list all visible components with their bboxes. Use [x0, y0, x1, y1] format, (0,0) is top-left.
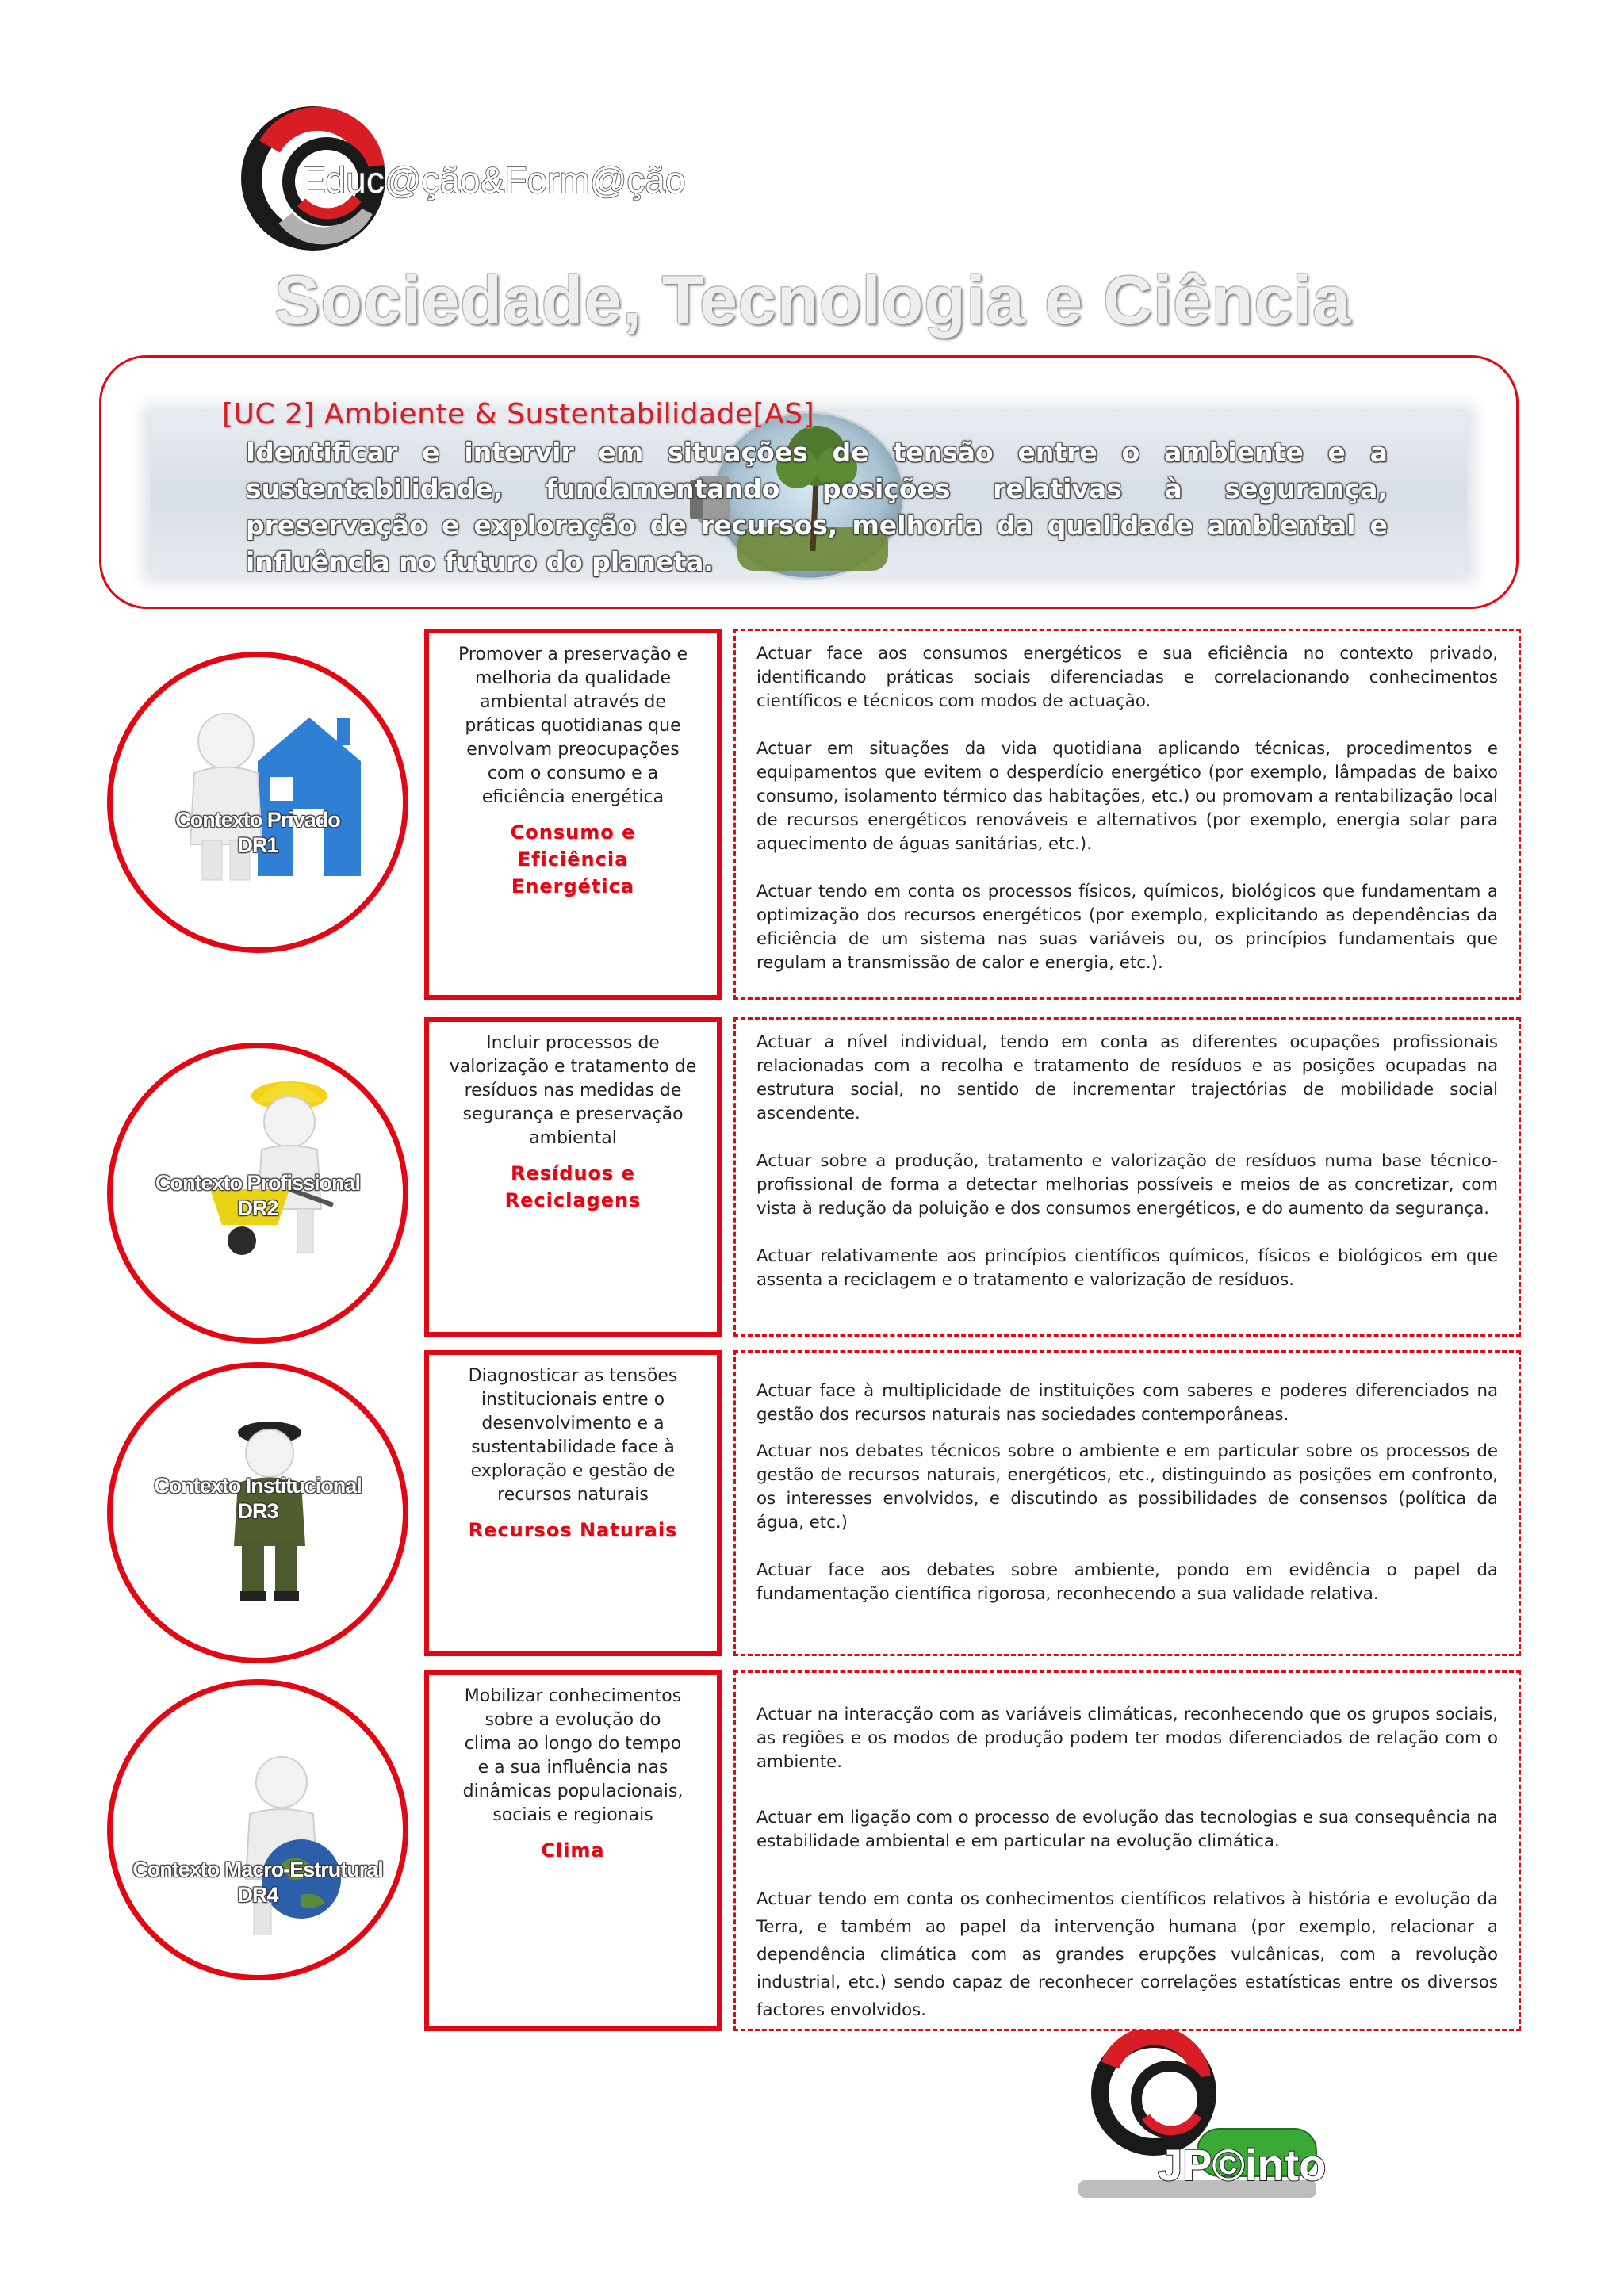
logo-rings-icon — [1100, 2036, 1208, 2147]
theme-label: Recursos Naturais — [468, 1519, 678, 1541]
criteria-paragraph: Actuar nos debates técnicos sobre o ambiente e em particular sobre os processos de gestão de recursos naturais, energéticos, etc., distinguindo as posições em confronto, os interesses envolvidos, e discutindo as possibilidades de consensos (política da água, etc.) — [756, 1441, 1498, 1533]
competence-box-dr2 — [424, 1017, 722, 1337]
figure-with-globe-icon — [226, 1752, 353, 1938]
context-dr: DR1 — [237, 833, 278, 857]
theme-label: Resíduos e Reciclagens — [504, 1162, 642, 1211]
worker-with-wheelbarrow-icon — [194, 1070, 377, 1261]
context-name: Contexto Institucional — [154, 1474, 362, 1498]
uc-title: [UC 2] Ambiente & Sustentabilidade[AS] — [222, 398, 815, 430]
page-title: Sociedade, Tecnologia e Ciência — [274, 262, 1352, 339]
context-name: Contexto Privado — [175, 808, 340, 832]
criteria-paragraph: Actuar tendo em conta os processos físicos, químicos, biológicos que fundamentam a optimização dos recursos energéticos (por exemplo, explicitando as dependências da eficiência de um sistema nas suas variáveis ou, os princípios fundamentais que regulam a transmissão de calor e energia, etc.). — [756, 882, 1498, 973]
criteria-paragraph: Actuar face aos consumos energéticos e sua eficiência no contexto privado, identificando práticas sociais diferenciadas e correlacionando conhecimentos científicos e técnicos com modos de actuação. — [756, 644, 1498, 711]
criteria-paragraph: Actuar face aos debates sobre ambiente, pondo em evidência o papel da fundamentação científica rigorosa, reconhecendo a sua validade relativa. — [756, 1560, 1498, 1604]
footer-logo-text: JP©into — [1158, 2140, 1327, 2190]
competence-text: Promover a preservação e melhoria da qualidade ambiental através de práticas quotidianas que envolvam preocupações com o consumo e a eficiência energética — [458, 645, 688, 807]
jpinto-logo — [1071, 2030, 1340, 2204]
criteria-paragraph: Actuar em situações da vida quotidiana aplicando técnicas, procedimentos e equipamentos que evitem o desperdício energético (por exemplo, lâmpadas de baixo consumo, isolamento térmico das habitações, etc.) ou promovam a rentabilização local de recursos energéticos renováveis e alternativos (por exemplo, energia solar para aquecimento de águas sanitárias, etc.). — [756, 739, 1498, 854]
criteria-paragraph: Actuar a nível individual, tendo em conta as diferentes ocupações profissionais relacionadas com a recolha e tratamento de resíduos e as posições ocupadas na estrutura social, no sentido de incrementar trajectórias de mobilidade social ascendente. — [756, 1032, 1498, 1123]
context-label-dr2 — [131, 1170, 385, 1221]
criteria-box-dr3 — [733, 1350, 1521, 1656]
theme-label: Consumo e Eficiência Energética — [510, 821, 636, 897]
theme-label: Clima — [541, 1839, 605, 1862]
logo-text: Educ@ção&Form@ção — [301, 159, 686, 201]
context-name: Contexto Macro-Estrutural — [132, 1858, 383, 1881]
competence-text: Diagnosticar as tensões institucionais entre o desenvolvimento e a sustentabilidade face à exploração e gestão de recursos naturais — [468, 1366, 678, 1505]
criteria-paragraph: Actuar face à multiplicidade de instituições com saberes e poderes diferenciados na gestão dos recursos naturais nas sociedades contemporâneas. — [756, 1381, 1498, 1425]
criteria-paragraph: Actuar relativamente aos princípios científicos químicos, físicos e biológicos em que assenta a reciclagem e o tratamento e valorização de resíduos. — [756, 1246, 1498, 1290]
competence-box-dr1 — [424, 629, 722, 1000]
context-dr: DR2 — [237, 1196, 278, 1220]
uc-description: Identificar e intervir em situações de tensão entre o ambiente e a sustentabilidade, fundamentando posições relativas à segurança, preservação e exploração de recursos, melhoria da qualidade ambiental e influência no futuro do planeta. — [246, 437, 1388, 577]
criteria-box-dr1 — [733, 629, 1521, 1000]
context-dr: DR4 — [237, 1883, 278, 1907]
context-name: Contexto Profissional — [155, 1171, 361, 1195]
criteria-paragraph: Actuar em ligação com o processo de evolução das tecnologias e sua consequência na estabilidade ambiental e em particular na evolução climática. — [756, 1808, 1498, 1851]
criteria-paragraph: Actuar sobre a produção, tratamento e valorização de resíduos numa base técnico-profissional de forma a detectar melhorias possíveis e meios de as concretizar, com vista à redução da poluição e dos consumos energéticos, e do aumento da segurança. — [756, 1151, 1498, 1219]
context-dr: DR3 — [237, 1499, 278, 1523]
criteria-box-dr4 — [733, 1670, 1521, 2031]
context-label-dr3 — [131, 1473, 385, 1524]
criteria-paragraph: Actuar tendo em conta os conhecimentos científicos relativos à história e evolução da Terra, e também ao papel da intervenção humana (por exemplo, relacionar a dependência climática com as grandes erupções vulcânicas, com a revolução industrial, etc.) sendo capaz de reconhecer correlações estatísticas entre os diversos factores envolvidos. — [756, 1889, 1498, 2020]
educacao-formacao-logo — [238, 99, 841, 258]
context-label-dr4 — [131, 1857, 385, 1908]
competence-box-dr4 — [424, 1670, 722, 2031]
context-label-dr1 — [131, 807, 385, 858]
competence-text: Mobilizar conhecimentos sobre a evolução do clima ao longo do tempo e a sua influência nas dinâmicas populacionais, sociais e regionais — [462, 1686, 684, 1825]
competence-text: Incluir processos de valorização e tratamento de resíduos nas medidas de segurança e preservação ambiental — [449, 1033, 697, 1148]
criteria-paragraph: Actuar na interacção com as variáveis climáticas, reconhecendo que os grupos sociais, as regiões e os modos de produção podem ter modos diferenciados de relação com o ambiente. — [756, 1705, 1498, 1772]
criteria-box-dr2 — [733, 1017, 1521, 1337]
competence-box-dr3 — [424, 1350, 722, 1656]
